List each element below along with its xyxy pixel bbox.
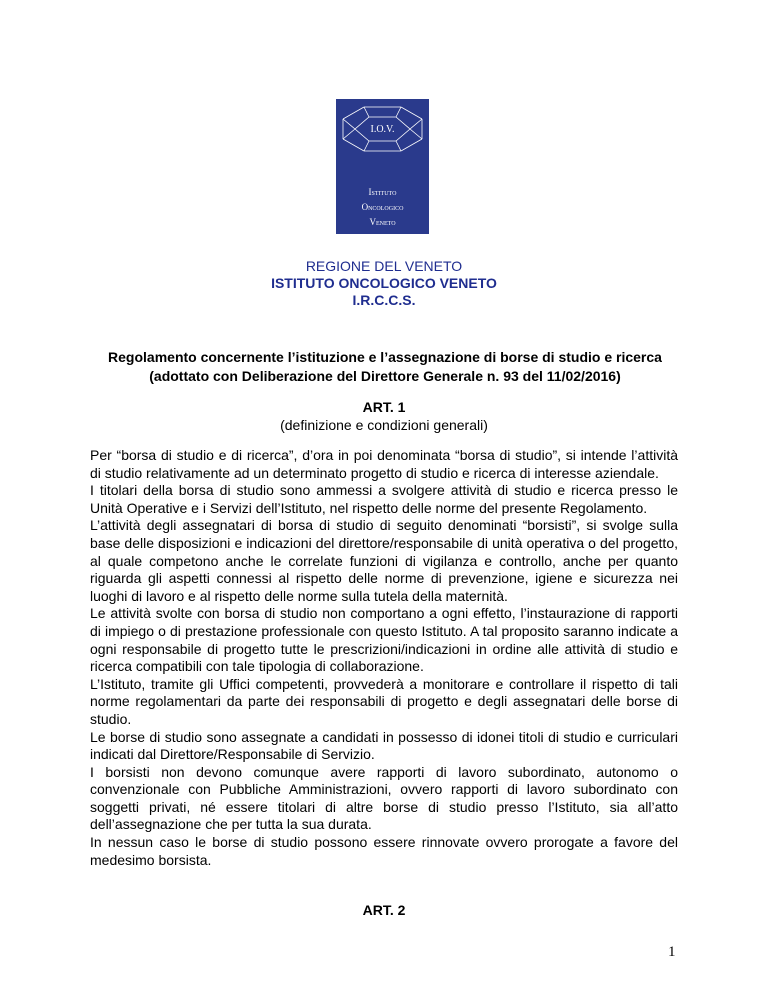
title-line-2: (adottato con Deliberazione del Direttore Generale n. 93 del 11/02/2016) (149, 368, 621, 384)
header-institute: ISTITUTO ONCOLOGICO VENETO (271, 275, 497, 291)
art1-paragraph: Per “borsa di studio e di ricerca”, d’ora in poi denominata “borsa di studio”, si intende l’attività di studio relativamente ad un determinato progetto di studio e ricerca di interesse aziendale. (90, 447, 678, 481)
logo-line-2: Oncologico (361, 202, 404, 212)
header-irccs: I.R.C.C.S. (352, 292, 416, 308)
logo-line-3: Veneto (369, 217, 396, 227)
art1-heading: ART. 1 (362, 399, 406, 415)
art1-paragraph: L’attività degli assegnatari di borsa di studio di seguito denominati “borsisti”, si svolge sulla base delle disposizioni e indicazioni del direttore/responsabile di unità operativa o del progetto, al quale competono anche le correlate funzioni di vigilanza e controllo, anche per quanto riguarda gli aspetti connessi al rispetto delle norme di prevenzione, igiene e sicurezza nei luoghi di lavoro e al rispetto delle norme sulla tutela della maternità. (90, 517, 678, 604)
art1-paragraph: Le borse di studio sono assegnate a candidati in possesso di idonei titoli di studio e curriculari indicati dal Direttore/Responsabile di Servizio. (90, 728, 678, 763)
logo-line-1: Istituto (368, 187, 397, 197)
document-title (70, 348, 700, 386)
iov-logo (336, 99, 429, 234)
art1-paragraph: In nessun caso le borse di studio possono essere rinnovate ovvero prorogate a favore del medesimo borsista. (90, 834, 678, 868)
logo-emblem-icon (336, 99, 429, 234)
header-region: REGIONE DEL VENETO (305, 258, 463, 274)
art1-paragraph: L’Istituto, tramite gli Uffici competenti, provvederà a monitorare e controllare il rispetto di tali norme regolamentari da parte dei responsabili di progetto e degli assegnatari delle borse di studio. (90, 675, 678, 727)
art1-paragraph: I borsisti non devono comunque avere rapporti di lavoro subordinato, autonomo o convenzionale con Pubbliche Amministrazioni, ovvero rapporti di lavoro subordinato con soggetti privati, né essere titolari di altre borse di studio presso l’Istituto, sia all’atto dell’assegnazione che per tutta la sua durata. (90, 763, 678, 833)
logo-abbr: I.O.V. (370, 124, 395, 135)
art1-paragraph: Le attività svolte con borsa di studio non comportano a ogni effetto, l’instaurazione di rapporti di impiego o di prestazione professionale con questo Istituto. A tal proposito saranno indicate a ogni responsabile di progetto tutte le prescrizioni/indicazioni in ordine alle attività di studio e ricerca compatibili con tale tipologia di collaborazione. (90, 605, 678, 675)
art1-paragraph: I titolari della borsa di studio sono ammessi a svolgere attività di studio e ricerca presso le Unità Operative e i Servizi dell’Istituto, nel rispetto delle norme del presente Regolamento. (90, 482, 678, 516)
art1-subtitle: (definizione e condizioni generali) (280, 417, 488, 433)
art2-heading: ART. 2 (362, 902, 406, 918)
art1-body (90, 447, 678, 869)
page-number: 1 (668, 944, 676, 960)
title-line-1: Regolamento concernente l’istituzione e l’assegnazione di borse di studio e ricerca (108, 349, 662, 365)
